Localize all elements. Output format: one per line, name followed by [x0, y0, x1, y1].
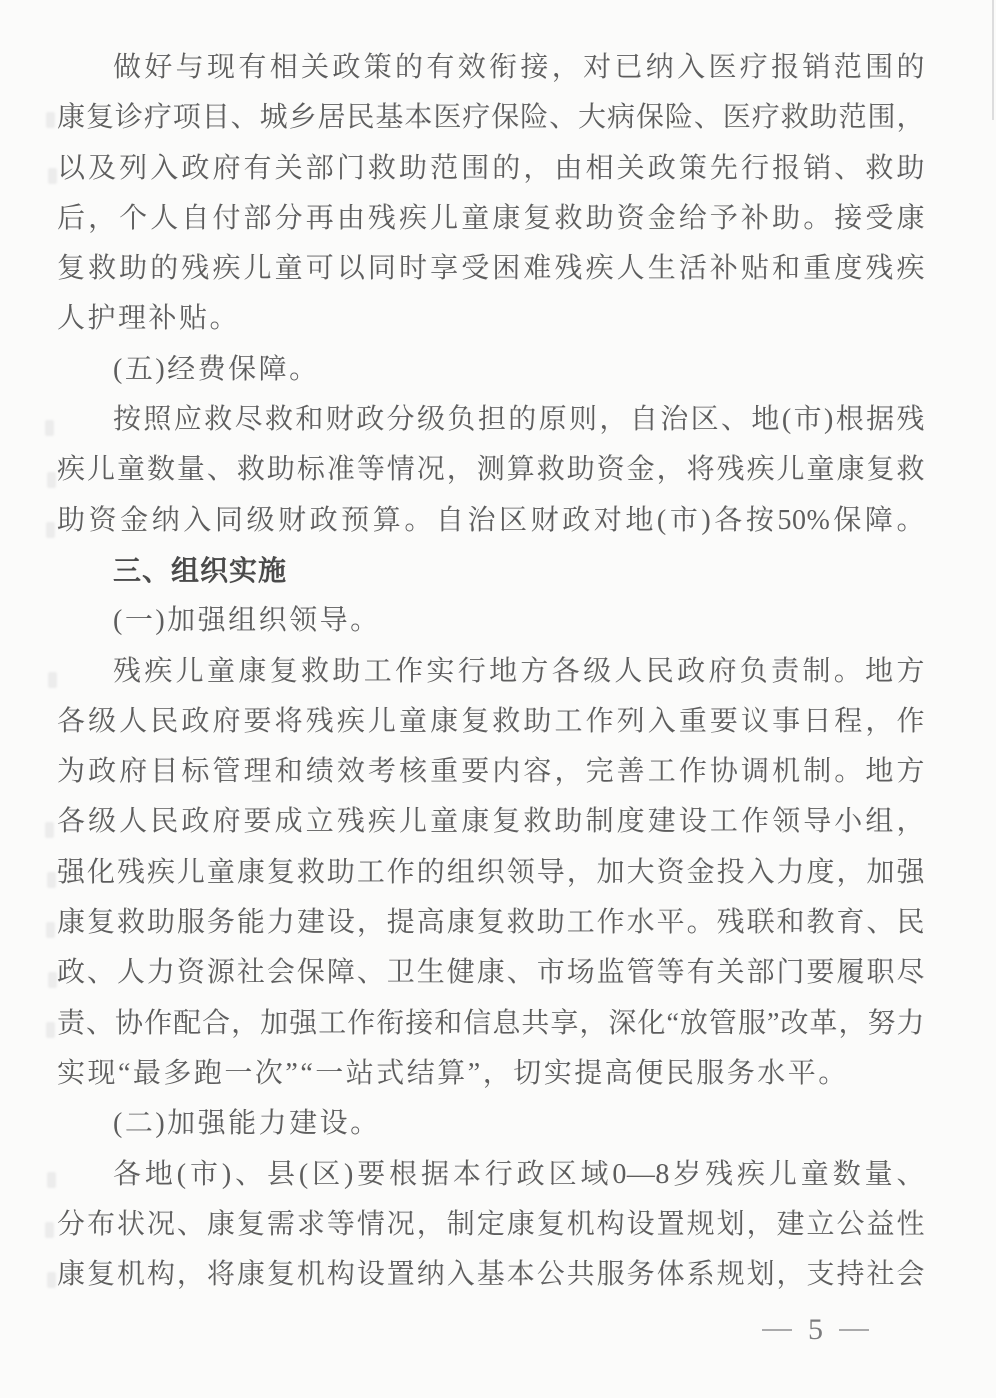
text-line: 各级人民政府要将残疾儿童康复救助工作列入重要议事日程，作 [57, 705, 925, 737]
text-line: 康复诊疗项目、城乡居民基本医疗保险、大病保险、医疗救助范围， [57, 102, 925, 134]
text-line: 疾儿童数量、救助标准等情况，测算救助资金，将残疾儿童康复救 [57, 454, 925, 486]
scan-edge-line [992, 0, 994, 120]
text-line: 人护理补贴。 [57, 303, 241, 335]
text-line: 责、协作配合，加强工作衔接和信息共享，深化“放管服”改革，努力 [57, 1007, 925, 1039]
text-line: 后，个人自付部分再由残疾儿童康复救助资金给予补助。接受康 [57, 202, 925, 234]
scan-artifact [45, 822, 54, 838]
scan-artifact [46, 522, 55, 538]
scan-artifact [46, 1022, 55, 1038]
scan-artifact [47, 472, 56, 488]
text-line: 复救助的残疾儿童可以同时享受困难残疾人生活补贴和重度残疾 [57, 253, 925, 285]
footer-dash [762, 1329, 792, 1331]
text-line: 康复机构，将康复机构设置纳入基本公共服务体系规划，支持社会 [57, 1259, 925, 1291]
scan-artifact [48, 672, 57, 688]
document-body [57, 43, 925, 1300]
text-line: 强化残疾儿童康复救助工作的组织领导，加大资金投入力度，加强 [57, 856, 925, 888]
scan-artifact [47, 1172, 56, 1188]
section-heading: 三、组织实施 [113, 553, 288, 587]
text-line: 做好与现有相关政策的有效衔接，对已纳入医疗报销范围的 [113, 52, 925, 83]
subsection-heading: (二)加强能力建设。 [113, 1108, 381, 1140]
text-line: 按照应救尽救和财政分级负担的原则，自治区、地(市)根据残 [113, 404, 925, 436]
footer-dash [839, 1329, 869, 1331]
text-line: 以及列入政府有关部门救助范围的，由相关政策先行报销、救助 [57, 152, 925, 184]
text-line: 各级人民政府要成立残疾儿童康复救助制度建设工作领导小组， [57, 806, 925, 838]
text-line: 康复救助服务能力建设，提高康复救助工作水平。残联和教育、民 [57, 907, 925, 939]
text-line: 各地(市)、县(区)要根据本行政区域0—8岁残疾儿童数量、 [113, 1158, 925, 1190]
scan-artifact [47, 872, 56, 888]
scan-artifact [45, 420, 54, 436]
subsection-heading: (五)经费保障。 [113, 353, 320, 385]
scan-artifact [46, 112, 55, 128]
text-line: 残疾儿童康复救助工作实行地方各级人民政府负责制。地方 [113, 655, 925, 687]
scan-artifact [48, 168, 57, 184]
scan-artifact [46, 922, 55, 938]
text-line: 实现“最多跑一次”“一站式结算”，切实提高便民服务水平。 [57, 1057, 849, 1089]
page-footer [762, 1308, 869, 1352]
text-line: 分布状况、康复需求等情况，制定康复机构设置规划，建立公益性 [57, 1208, 925, 1240]
text-line: 助资金纳入同级财政预算。自治区财政对地(市)各按50%保障。 [57, 504, 925, 536]
subsection-heading: (一)加强组织领导。 [113, 605, 381, 637]
page-number: 5 [808, 1313, 823, 1346]
text-line: 政、人力资源社会保障、卫生健康、市场监管等有关部门要履职尽 [57, 957, 925, 989]
text-line: 为政府目标管理和绩效考核重要内容，完善工作协调机制。地方 [57, 756, 925, 788]
scan-artifact [45, 1222, 54, 1238]
scan-artifact [47, 1272, 56, 1288]
scan-artifact [48, 972, 57, 988]
